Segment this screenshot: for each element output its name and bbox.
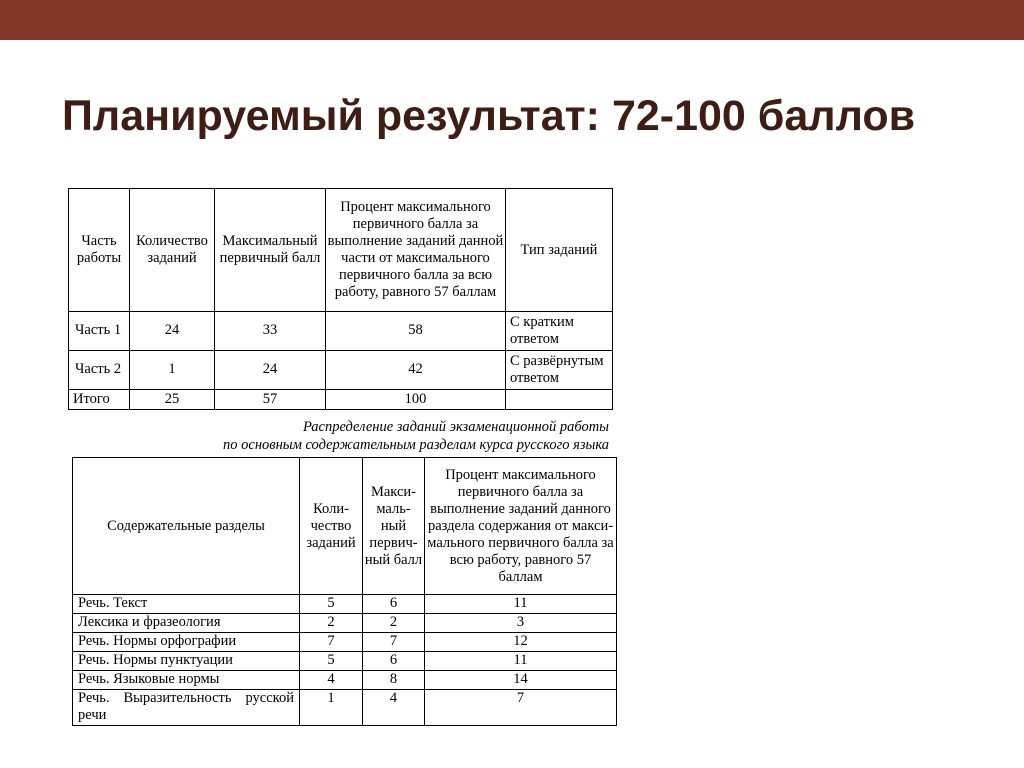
cell-section: Речь. Нормы пунктуации — [73, 652, 300, 671]
table-total-row — [69, 390, 613, 410]
table-row — [73, 614, 617, 633]
cell-part: Часть 2 — [69, 351, 130, 390]
cell-percent: 42 — [326, 351, 506, 390]
cell-max: 2 — [363, 614, 425, 633]
header-task-type: Тип заданий — [506, 189, 613, 312]
cell-part: Часть 1 — [69, 312, 130, 351]
cell-count: 24 — [130, 312, 215, 351]
header-part: Часть работы — [69, 189, 130, 312]
cell-percent: 14 — [425, 671, 617, 690]
cell-part: Итого — [69, 390, 130, 410]
table-row — [73, 595, 617, 614]
cell-count: 2 — [300, 614, 363, 633]
cell-type: С кратким ответом — [506, 312, 613, 351]
cell-percent: 58 — [326, 312, 506, 351]
cell-percent: 11 — [425, 652, 617, 671]
cell-count: 7 — [300, 633, 363, 652]
table-row — [73, 671, 617, 690]
cell-max: 4 — [363, 690, 425, 726]
header-max-score: Максимальный первичный балл — [215, 189, 326, 312]
cell-max: 57 — [215, 390, 326, 410]
cell-section: Речь. Нормы орфографии — [73, 633, 300, 652]
parts-table — [68, 188, 613, 410]
cell-max: 7 — [363, 633, 425, 652]
header-task-count: Коли-чество заданий — [300, 458, 363, 595]
header-percent: Процент максимального первичного балла за выполнение заданий данной части от максимального первичного балла за всю работу, равного 57 баллам — [326, 189, 506, 312]
sections-table — [72, 457, 617, 726]
table-header-row — [73, 458, 617, 595]
header-max-score: Макси-маль-ный первич-ный балл — [363, 458, 425, 595]
cell-max: 8 — [363, 671, 425, 690]
cell-max: 24 — [215, 351, 326, 390]
cell-type: С развёрнутым ответом — [506, 351, 613, 390]
header-percent: Процент максимального первичного балла за выполнение заданий данного раздела содержания от макси-мального первичного балла за всю работу, равного 57 баллам — [425, 458, 617, 595]
cell-percent: 7 — [425, 690, 617, 726]
cell-count: 5 — [300, 595, 363, 614]
table-row — [69, 351, 613, 390]
cell-section: Речь. Выразительность русской речи — [73, 690, 300, 726]
cell-max: 33 — [215, 312, 326, 351]
header-task-count: Количество заданий — [130, 189, 215, 312]
table-row — [73, 633, 617, 652]
cell-section: Лексика и фразеология — [73, 614, 300, 633]
top-accent-bar — [0, 0, 1024, 40]
cell-percent: 3 — [425, 614, 617, 633]
cell-max: 6 — [363, 652, 425, 671]
table-row — [73, 690, 617, 726]
cell-count: 1 — [300, 690, 363, 726]
slide-title: Планируемый результат: 72-100 баллов — [62, 92, 916, 140]
cell-percent: 12 — [425, 633, 617, 652]
table-row — [69, 312, 613, 351]
table-header-row — [69, 189, 613, 312]
table2-caption — [68, 418, 609, 454]
cell-count: 5 — [300, 652, 363, 671]
header-sections: Содержательные разделы — [73, 458, 300, 595]
table-row — [73, 652, 617, 671]
cell-count: 1 — [130, 351, 215, 390]
cell-percent: 100 — [326, 390, 506, 410]
cell-max: 6 — [363, 595, 425, 614]
cell-count: 4 — [300, 671, 363, 690]
cell-section: Речь. Языковые нормы — [73, 671, 300, 690]
cell-type — [506, 390, 613, 410]
caption-line: по основным содержательным разделам курса русского языка — [223, 437, 609, 453]
cell-count: 25 — [130, 390, 215, 410]
caption-line: Распределение заданий экзаменационной работы — [302, 419, 609, 435]
cell-percent: 11 — [425, 595, 617, 614]
cell-section: Речь. Текст — [73, 595, 300, 614]
